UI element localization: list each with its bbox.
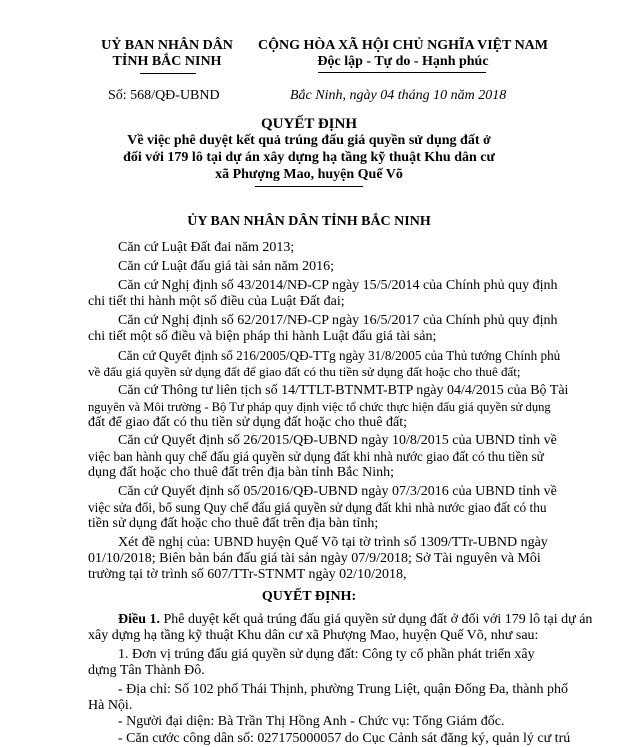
basis-line: Căn cứ Thông tư liên tịch số 14/TTLT-BTNMT-BTP ngày 04/4/2015 của Bộ Tài [118,383,569,398]
org-underline [140,73,196,74]
article-line: - Căn cước công dân số: 027175000057 do Cục Cảnh sát đăng ký, quản lý cư trú [118,731,571,746]
consideration-line: 01/10/2018; Biên bản bán đấu giá tài sản ngày 07/9/2018; Sở Tài nguyên và Môi [88,551,541,566]
subject-line-1: Về việc phê duyệt kết quả trúng đấu giá quyền sử dụng đất ở [127,133,491,148]
basis-line: Căn cứ Luật đấu giá tài sản năm 2016; [118,259,334,274]
org-line-2: TỈNH BẮC NINH [112,54,222,69]
basis-line: việc ban hành quy chế đấu giá quyền sử dụng đất khi nhà nước giao đất có thu tiền sử [88,449,544,464]
article-text: Phê duyệt kết quả trúng đấu giá quyền sử dụng đất ở đối với 179 lô tại dự án [160,612,593,627]
document-date: Bắc Ninh, ngày 04 tháng 10 năm 2018 [290,88,507,103]
decision-heading: QUYẾT ĐỊNH: [261,589,357,604]
basis-line: Căn cứ Quyết định số 216/2005/QĐ-TTg ngày 31/8/2005 của Thủ tướng Chính phủ [118,348,561,363]
article-line: 1. Đơn vị trúng đấu giá quyền sử dụng đất: Công ty cổ phần phát triển xây [118,647,535,662]
motto: Độc lập - Tự do - Hạnh phúc [317,54,489,69]
basis-line: nguyên và Môi trường - Bộ Tư pháp quy định việc tổ chức thực hiện đấu giá quyền sử dụng [88,400,551,414]
basis-line: dụng đất hoặc cho thuê đất trên địa bàn tỉnh Bắc Ninh; [88,465,394,480]
title-underline [255,186,363,187]
basis-line: việc sửa đổi, bổ sung Quy chế đấu giá quyền sử dụng đất khi nhà nước giao đất có thu [88,500,547,515]
basis-line: Căn cứ Quyết định số 05/2016/QĐ-UBND ngày 07/3/2016 của UBND tỉnh về [118,484,557,499]
article-line: - Địa chỉ: Số 102 phố Thái Thịnh, phường Trung Liệt, quận Đống Đa, thành phố [118,682,569,697]
org-line-1: UỶ BAN NHÂN DÂN [101,38,233,53]
article-label: Điều 1. [118,612,160,627]
article-line: - Người đại diện: Bà Trần Thị Hồng Anh - Chức vụ: Tổng Giám đốc. [118,714,505,729]
basis-line: tiền sử dụng đất hoặc cho thuê đất trên địa bàn tỉnh; [88,516,379,531]
basis-line: Căn cứ Nghị định số 62/2017/NĐ-CP ngày 16/5/2017 của Chính phủ quy định [118,313,558,328]
subject-line-2: đối với 179 lô tại dự án xây dựng hạ tầng kỹ thuật Khu dân cư [123,150,495,165]
basis-line: chi tiết một số điều và biện pháp thi hành Luật đấu giá tài sản; [88,329,437,344]
basis-line: Căn cứ Nghị định số 43/2014/NĐ-CP ngày 15/5/2014 của Chính phủ quy định [118,278,558,293]
article-line: dựng Tân Thành Đô. [88,663,205,678]
document-number: Số: 568/QĐ-UBND [108,88,220,103]
subject-line-3: xã Phượng Mao, huyện Quế Võ [215,167,403,182]
basis-line: chi tiết thi hành một số điều của Luật Đất đai; [88,294,345,309]
consideration-line: Xét đề nghị của: UBND huyện Quế Võ tại tờ trình số 1309/TTr-UBND ngày [118,535,548,550]
article-line: Hà Nội. [88,698,133,713]
motto-underline [318,72,486,73]
basis-line: đất để giao đất có thu tiền sử dụng đất hoặc cho thuê đất; [88,415,407,430]
consideration-line: trường tại tờ trình số 607/TTr-STNMT ngày 02/10/2018, [88,567,407,582]
basis-line: về đấu giá quyền sử dụng đất để giao đất có thu tiền sử dụng đất hoặc cho thuê đất; [88,364,521,379]
basis-line: Căn cứ Quyết định số 26/2015/QĐ-UBND ngày 10/8/2015 của UBND tỉnh về [118,433,557,448]
nation-title: CỘNG HÒA XÃ HỘI CHỦ NGHĨA VIỆT NAM [257,38,548,53]
article-line: xây dựng hạ tầng kỹ thuật Khu dân cư xã Phượng Mao, huyện Quế Võ, như sau: [88,628,539,643]
document-heading: QUYẾT ĐỊNH [261,116,357,132]
basis-line: Căn cứ Luật Đất đai năm 2013; [118,240,295,255]
article-1-intro [118,612,592,628]
issuer-title: ỦY BAN NHÂN DÂN TỈNH BẮC NINH [187,214,431,229]
